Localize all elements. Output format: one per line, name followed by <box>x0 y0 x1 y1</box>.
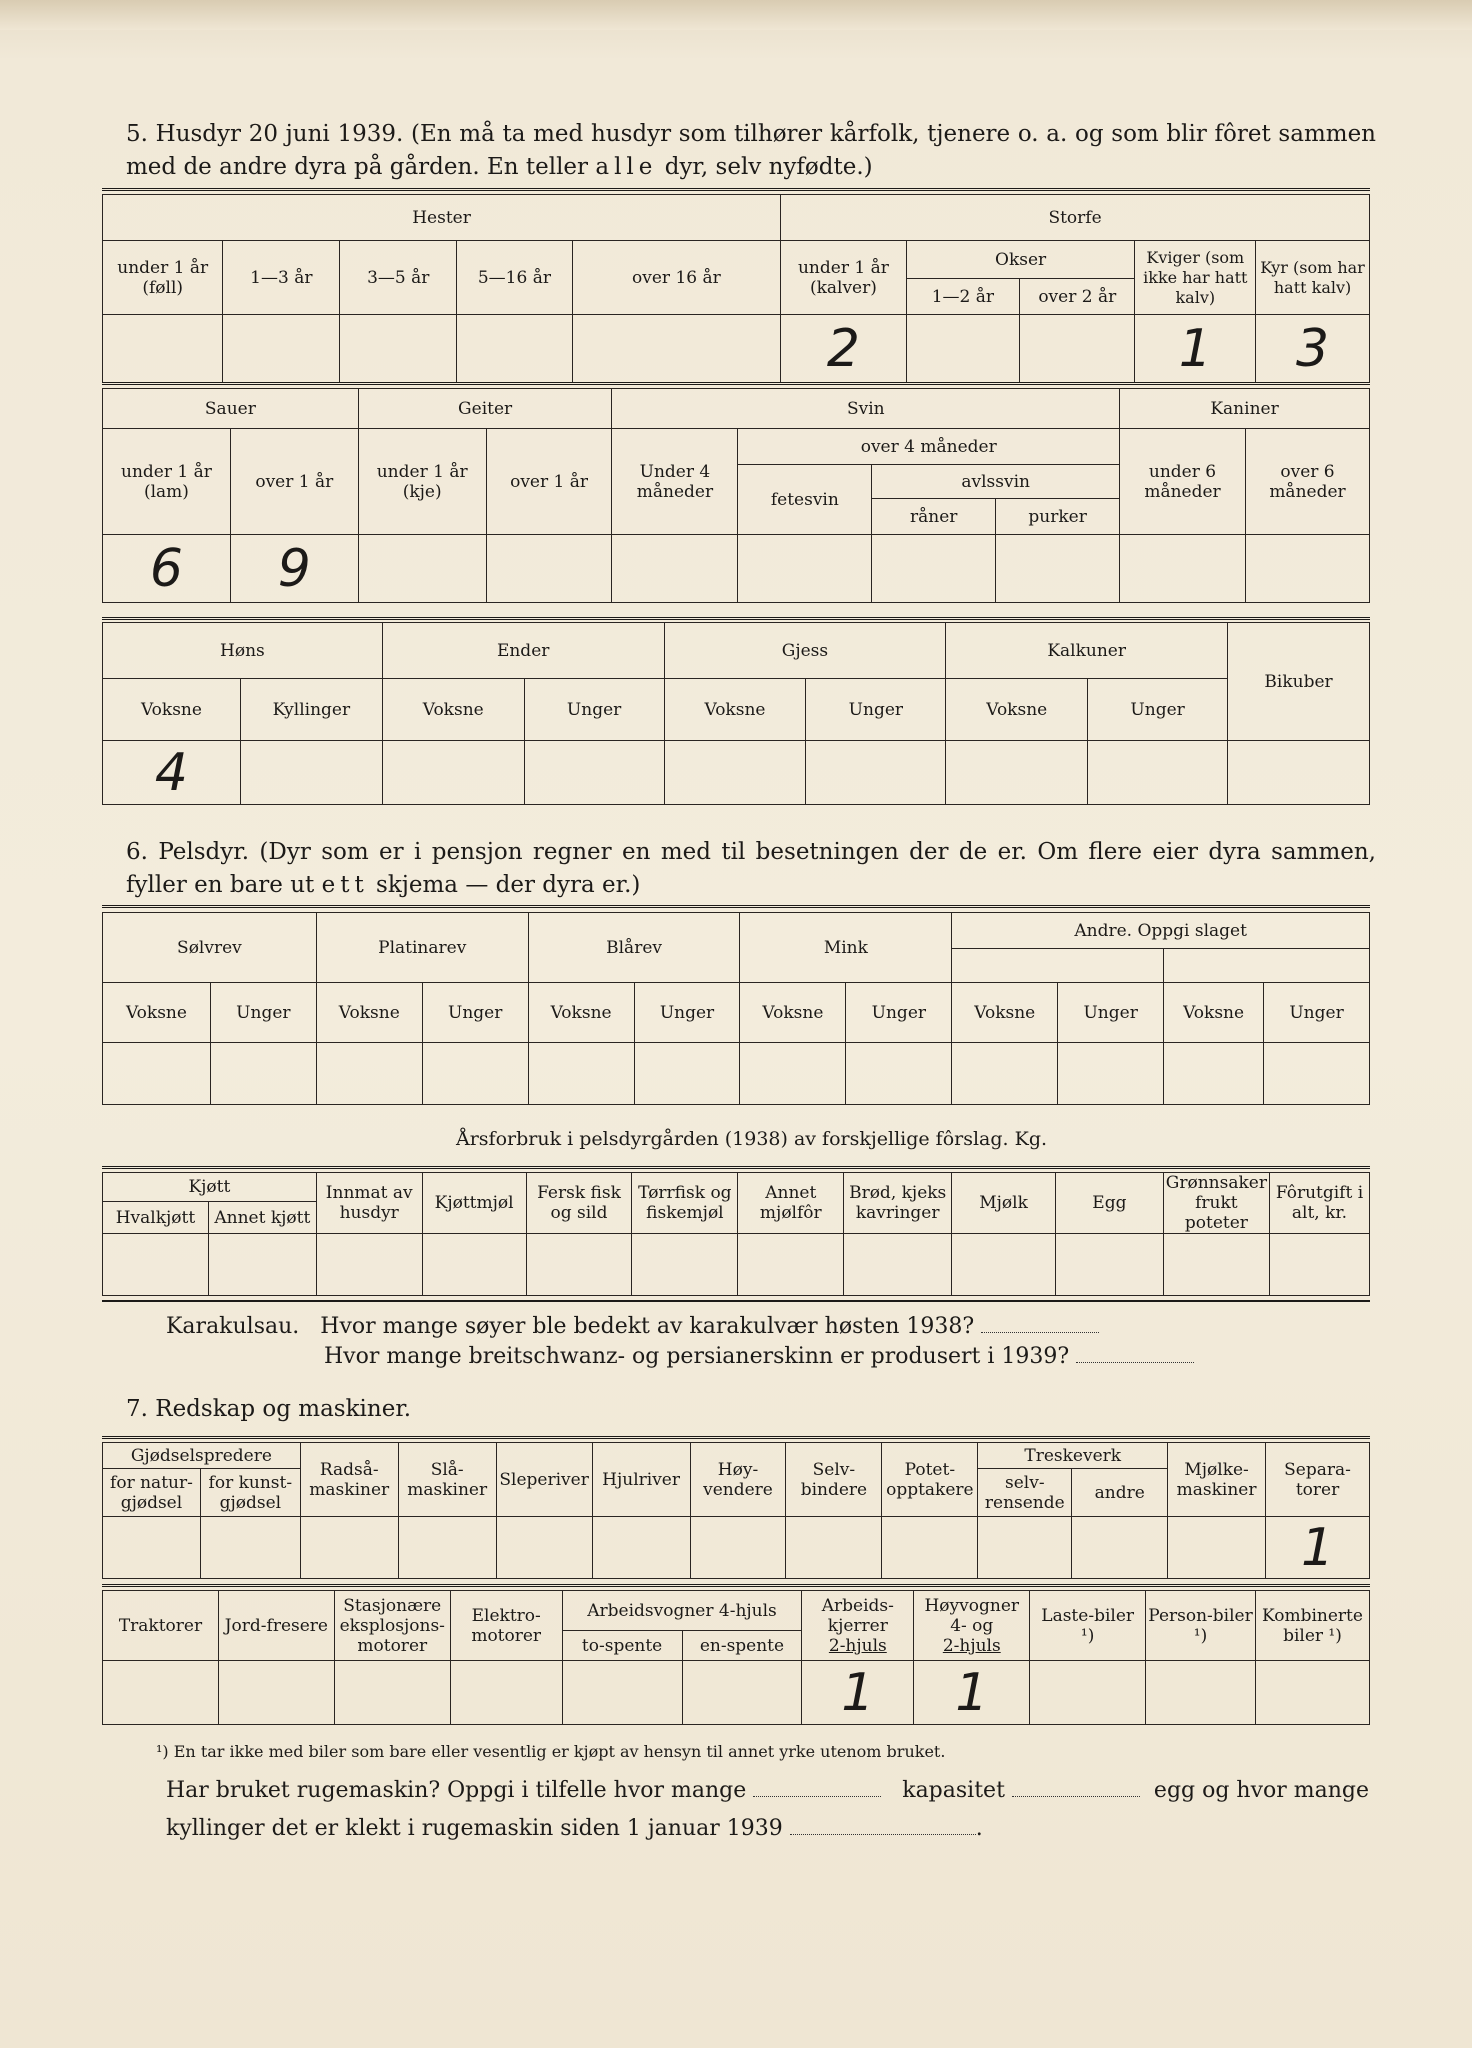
cell[interactable] <box>1056 1234 1164 1296</box>
cell[interactable] <box>996 535 1120 603</box>
section-5-emph: alle <box>595 154 658 180</box>
cell[interactable] <box>496 1517 592 1579</box>
col-arbeidskjerrer <box>802 1591 914 1661</box>
col-hvalkjott: Hvalkjøtt <box>103 1202 209 1234</box>
cell[interactable] <box>1088 741 1228 805</box>
col-separatorer: Separa-torer <box>1266 1443 1370 1517</box>
col-brod: Brød, kjeks kavringer <box>844 1173 952 1234</box>
col-en-spente: en-spente <box>682 1631 802 1661</box>
col-raner: råner <box>872 499 996 535</box>
header-gjess: Gjess <box>664 623 946 679</box>
value-kviger[interactable]: 1 <box>1135 315 1256 383</box>
cell[interactable] <box>103 1234 209 1296</box>
karakul-q2-answer[interactable] <box>1076 1348 1194 1363</box>
col-voksne: Voksne <box>103 983 211 1043</box>
col-kje: under 1 år (kje) <box>358 429 486 535</box>
section-6-text-end: skjema — der dyra er.) <box>376 872 641 898</box>
cell[interactable] <box>1255 1661 1369 1725</box>
section-7-heading: 7. Redskap og maskiner. <box>126 1396 412 1422</box>
col-kombinerte: Kombinerte biler ¹) <box>1255 1591 1369 1661</box>
ruge-q3: kyllinger det er klekt i rugemaskin siden 1 januar 1939 <box>166 1816 783 1841</box>
col-innmat: Innmat av husdyr <box>316 1173 422 1234</box>
col-egg: Egg <box>1056 1173 1164 1234</box>
cell[interactable] <box>358 535 486 603</box>
cell[interactable] <box>872 535 996 603</box>
col-annet-kjott: Annet kjøtt <box>208 1202 316 1234</box>
col-mjolke: Mjølke-maskiner <box>1168 1443 1266 1517</box>
cell[interactable] <box>450 1661 562 1725</box>
rule <box>102 905 1370 908</box>
cell[interactable] <box>978 1517 1072 1579</box>
cell[interactable] <box>1264 1043 1370 1105</box>
col-potet: Potet-opptakere <box>882 1443 978 1517</box>
header-svin: Svin <box>612 389 1120 429</box>
value-sau-over1[interactable]: 9 <box>230 535 358 603</box>
cell[interactable] <box>1164 1043 1264 1105</box>
col-kan-over6: over 6 måneder <box>1245 429 1369 535</box>
cell[interactable] <box>690 1517 786 1579</box>
table-poultry <box>102 622 1370 805</box>
cell[interactable] <box>906 315 1019 383</box>
header-platinarev: Platinarev <box>316 913 528 983</box>
header-mink: Mink <box>740 913 952 983</box>
cell[interactable] <box>526 1234 632 1296</box>
col-lam: under 1 år (lam) <box>103 429 231 535</box>
cell[interactable] <box>218 1661 334 1725</box>
col-forutgift: Fôrutgift i alt, kr. <box>1269 1173 1369 1234</box>
value-hons[interactable]: 4 <box>103 741 241 805</box>
cell[interactable] <box>634 1043 740 1105</box>
col-5-16: 5—16 år <box>457 241 572 315</box>
cell[interactable] <box>562 1661 682 1725</box>
col-torrfisk: Tørrfisk og fiskemjøl <box>632 1173 738 1234</box>
table-sheep-goats-pigs <box>102 388 1370 603</box>
header-gjodsel: Gjødselspredere <box>103 1443 301 1469</box>
ruge-chickens-answer[interactable] <box>790 1820 976 1835</box>
cell[interactable] <box>1168 1517 1266 1579</box>
cell[interactable] <box>334 1661 450 1725</box>
col-okser-over2: over 2 år <box>1020 279 1135 315</box>
header-ender: Ender <box>382 623 664 679</box>
col-unger: Unger <box>634 983 740 1043</box>
cell[interactable] <box>738 1234 844 1296</box>
cell[interactable] <box>882 1517 978 1579</box>
andre-slag-2[interactable] <box>1164 949 1370 983</box>
footnote: ¹) En tar ikke med biler som bare eller vesentlig er kjøpt av hensyn til annet yrke utenom bruket. <box>156 1742 946 1761</box>
col-fersk-fisk: Fersk fisk og sild <box>526 1173 632 1234</box>
cell[interactable] <box>592 1517 690 1579</box>
cell[interactable] <box>524 741 664 805</box>
col-selvrensende: selv-rensende <box>978 1469 1072 1517</box>
header-storfe: Storfe <box>781 195 1370 241</box>
col-svin-under4: Under 4 måneder <box>612 429 738 535</box>
andre-slag-1[interactable] <box>952 949 1164 983</box>
rule <box>102 1436 1370 1439</box>
col-hjulriver: Hjulriver <box>592 1443 690 1517</box>
col-traktorer: Traktorer <box>103 1591 219 1661</box>
col-fetesvin: fetesvin <box>738 465 872 535</box>
col-voksne: Voksne <box>1164 983 1264 1043</box>
value-kalver[interactable]: 2 <box>781 315 907 383</box>
table-machinery-2 <box>102 1590 1370 1725</box>
header-treskeverk: Treskeverk <box>978 1443 1168 1469</box>
col-kjottmjol: Kjøttmjøl <box>422 1173 526 1234</box>
table-feed <box>102 1172 1370 1296</box>
col-radsa: Radså-maskiner <box>300 1443 398 1517</box>
hoyvogner-2hjuls: 2-hjuls <box>942 1635 1001 1656</box>
cell[interactable] <box>422 1234 526 1296</box>
cell[interactable] <box>1120 535 1246 603</box>
cell[interactable] <box>572 315 780 383</box>
rule <box>102 188 1370 191</box>
cell[interactable] <box>846 1043 952 1105</box>
cell[interactable] <box>382 741 524 805</box>
col-andre: andre <box>1072 1469 1168 1517</box>
cell[interactable] <box>738 535 872 603</box>
rule <box>102 1300 1370 1302</box>
col-okser-1-2: 1—2 år <box>906 279 1019 315</box>
col-gjess-voksne: Voksne <box>664 679 806 741</box>
cell[interactable] <box>682 1661 802 1725</box>
col-foll: under 1 år (føll) <box>103 241 223 315</box>
value-arbeidskjerrer[interactable]: 1 <box>802 1661 914 1725</box>
header-sauer: Sauer <box>103 389 359 429</box>
section-6-heading <box>126 836 1376 902</box>
table-machinery-1 <box>102 1442 1370 1579</box>
cell[interactable] <box>1245 535 1369 603</box>
col-gjess-unger: Unger <box>806 679 946 741</box>
col-voksne: Voksne <box>316 983 422 1043</box>
cell[interactable] <box>612 535 738 603</box>
col-sleperiver: Sleperiver <box>496 1443 592 1517</box>
col-kalkuner-voksne: Voksne <box>946 679 1088 741</box>
cell[interactable] <box>806 741 946 805</box>
table-fur-animals <box>102 912 1370 1105</box>
cell[interactable] <box>664 741 806 805</box>
header-avlssvin: avlssvin <box>872 465 1120 499</box>
section-5-text-end: dyr, selv nyfødte.) <box>664 154 873 180</box>
col-voksne: Voksne <box>952 983 1058 1043</box>
col-1-3: 1—3 år <box>223 241 340 315</box>
header-kaniner: Kaniner <box>1120 389 1370 429</box>
cell[interactable] <box>210 1043 316 1105</box>
col-personbiler: Person-biler ¹) <box>1146 1591 1256 1661</box>
col-kviger: Kviger (som ikke har hatt kalv) <box>1135 241 1256 315</box>
col-to-spente: to-spente <box>562 1631 682 1661</box>
cell[interactable] <box>946 741 1088 805</box>
karakul-q1 <box>166 1312 1099 1342</box>
header-hons: Høns <box>103 623 383 679</box>
cell[interactable] <box>103 1043 211 1105</box>
col-annet-mjolfor: Annet mjølfôr <box>738 1173 844 1234</box>
col-hoyvendere: Høy-vendere <box>690 1443 786 1517</box>
cell[interactable] <box>844 1234 952 1296</box>
cell[interactable] <box>398 1517 496 1579</box>
ruge-q2: egg og hvor mange <box>1153 1778 1370 1803</box>
section-6-text: 6. Pelsdyr. (Dyr som er i pensjon regner en med til besetningen der de er. Om flere eier dyra sammen, fyller en bare ut <box>126 839 1376 898</box>
col-mjolk: Mjølk <box>952 1173 1056 1234</box>
col-voksne: Voksne <box>528 983 634 1043</box>
cell[interactable] <box>422 1043 528 1105</box>
karakul-q2 <box>324 1342 1194 1372</box>
cell[interactable] <box>740 1043 846 1105</box>
rule <box>102 617 1370 620</box>
col-unger: Unger <box>1264 983 1370 1043</box>
col-hoyvogner <box>914 1591 1030 1661</box>
arbeidskjerrer-2hjuls: 2-hjuls <box>828 1635 887 1656</box>
cell[interactable] <box>528 1043 634 1105</box>
col-elektromotorer: Elektro-motorer <box>450 1591 562 1661</box>
col-kalkuner-unger: Unger <box>1088 679 1228 741</box>
col-selvbindere: Selv-bindere <box>786 1443 882 1517</box>
cell[interactable] <box>103 1661 219 1725</box>
col-ender-voksne: Voksne <box>382 679 524 741</box>
col-ender-unger: Unger <box>524 679 664 741</box>
rule <box>102 1584 1370 1587</box>
col-sau-over1: over 1 år <box>230 429 358 535</box>
table-horses-cattle <box>102 194 1370 383</box>
col-stasjonaere: Stasjonære eksplosjons-motorer <box>334 1591 450 1661</box>
col-over16: over 16 år <box>572 241 780 315</box>
value-kyr[interactable]: 3 <box>1256 315 1370 383</box>
cell[interactable] <box>1020 315 1135 383</box>
cell[interactable] <box>1072 1517 1168 1579</box>
cell[interactable] <box>632 1234 738 1296</box>
header-hester: Hester <box>103 195 781 241</box>
feed-heading: Årsforbruk i pelsdyrgården (1938) av forskjellige fôrslag. Kg. <box>456 1128 1048 1150</box>
cell[interactable] <box>240 741 382 805</box>
section-5-heading <box>126 118 1376 184</box>
karakul-label: Karakulsau. <box>166 1314 300 1339</box>
cell[interactable] <box>316 1234 422 1296</box>
col-unger: Unger <box>1058 983 1164 1043</box>
cell[interactable] <box>340 315 457 383</box>
header-over4: over 4 måneder <box>738 429 1120 465</box>
cell[interactable] <box>103 1517 201 1579</box>
cell[interactable] <box>1228 741 1370 805</box>
cell[interactable] <box>486 535 612 603</box>
value-lam[interactable]: 6 <box>103 535 231 603</box>
header-blarev: Blårev <box>528 913 740 983</box>
ruge-count-answer[interactable] <box>753 1782 881 1797</box>
cell[interactable] <box>1030 1661 1146 1725</box>
value-separatorer[interactable]: 1 <box>1266 1517 1370 1579</box>
cell[interactable] <box>1163 1234 1269 1296</box>
col-3-5: 3—5 år <box>340 241 457 315</box>
col-unger: Unger <box>210 983 316 1043</box>
cell[interactable] <box>457 315 572 383</box>
header-arbeidsvogner: Arbeidsvogner 4-hjuls <box>562 1591 802 1631</box>
col-jordfresere: Jord-freserе <box>218 1591 334 1661</box>
col-lastebiler: Laste-biler ¹) <box>1030 1591 1146 1661</box>
cell[interactable] <box>1269 1234 1369 1296</box>
col-natur: for natur-gjødsel <box>103 1469 201 1517</box>
karakul-q2-text: Hvor mange breitschwanz- og persianerskinn er produsert i 1939? <box>324 1344 1070 1369</box>
col-kyr: Kyr (som har hatt kalv) <box>1256 241 1370 315</box>
ruge-capacity-answer[interactable] <box>1012 1782 1140 1797</box>
col-kunst: for kunst-gjødsel <box>200 1469 300 1517</box>
cell[interactable] <box>1146 1661 1256 1725</box>
cell[interactable] <box>223 315 340 383</box>
value-hoyvogner[interactable]: 1 <box>914 1661 1030 1725</box>
col-hons-voksne: Voksne <box>103 679 241 741</box>
ruge-capacity-label: kapasitet <box>902 1778 1005 1803</box>
arbeidskjerrer-label: Arbeids-kjerrer <box>821 1595 894 1636</box>
header-kjott: Kjøtt <box>103 1173 317 1202</box>
hoyvogner-label: Høyvogner 4- og <box>924 1595 1020 1636</box>
scan-top-edge <box>0 0 1472 30</box>
cell[interactable] <box>200 1517 300 1579</box>
rule <box>102 382 1370 385</box>
header-okser: Okser <box>906 241 1135 279</box>
col-geit-over1: over 1 år <box>486 429 612 535</box>
cell[interactable] <box>300 1517 398 1579</box>
col-sla: Slå-maskiner <box>398 1443 496 1517</box>
header-kalkuner: Kalkuner <box>946 623 1228 679</box>
cell[interactable] <box>786 1517 882 1579</box>
col-unger: Unger <box>422 983 528 1043</box>
col-unger: Unger <box>846 983 952 1043</box>
rugemaskin-line-1 <box>166 1776 1376 1806</box>
header-solvrev: Sølvrev <box>103 913 317 983</box>
cell[interactable] <box>952 1043 1058 1105</box>
header-andre: Andre. Oppgi slaget <box>952 913 1370 949</box>
cell[interactable] <box>208 1234 316 1296</box>
col-bikuber: Bikuber <box>1228 623 1370 741</box>
rule <box>102 1166 1370 1169</box>
cell[interactable] <box>1058 1043 1164 1105</box>
cell[interactable] <box>103 315 223 383</box>
cell[interactable] <box>316 1043 422 1105</box>
header-geiter: Geiter <box>358 389 612 429</box>
col-voksne: Voksne <box>740 983 846 1043</box>
col-kyllinger: Kyllinger <box>240 679 382 741</box>
karakul-q1-text: Hvor mange søyer ble bedekt av karakulvær høsten 1938? <box>320 1314 975 1339</box>
karakul-q1-answer[interactable] <box>981 1318 1099 1333</box>
ruge-q1: Har bruket rugemaskin? Oppgi i tilfelle hvor mange <box>166 1778 747 1803</box>
col-kalver: under 1 år (kalver) <box>781 241 907 315</box>
section-6-emph: ett <box>321 872 369 898</box>
col-purker: purker <box>996 499 1120 535</box>
rugemaskin-line-2: kyllinger det er klekt i rugemaskin siden 1 januar 1939 . <box>166 1816 983 1841</box>
col-kan-under6: under 6 måneder <box>1120 429 1246 535</box>
cell[interactable] <box>952 1234 1056 1296</box>
section-5-text: 5. Husdyr 20 juni 1939. (En må ta med husdyr som tilhører kårfolk, tjenere o. a. og som blir fôret sammen med de andre dyra på gården. En teller <box>126 121 1376 180</box>
col-gronnsaker: Grønnsaker frukt poteter <box>1163 1173 1269 1234</box>
